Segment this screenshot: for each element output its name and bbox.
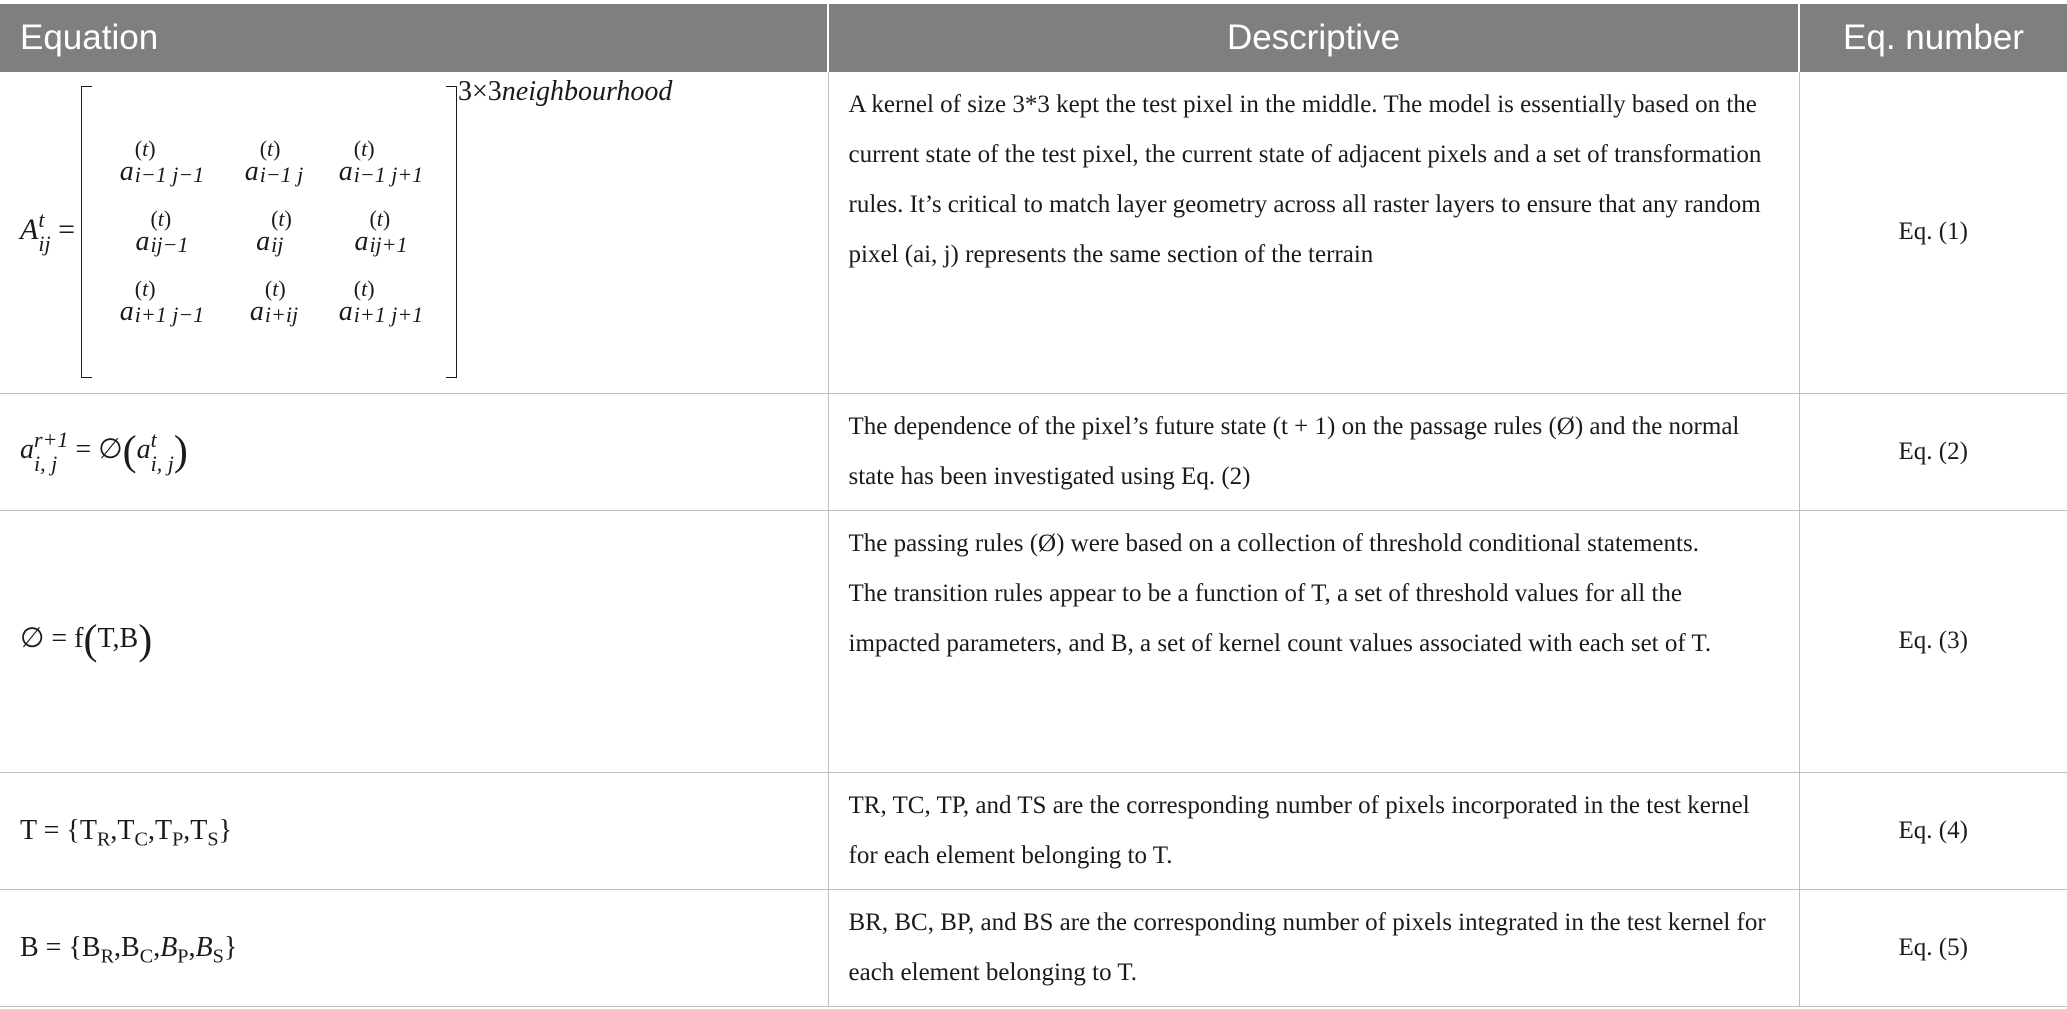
table-row (0, 72, 2067, 393)
header-row (0, 4, 2067, 72)
equations-table (0, 4, 2067, 1007)
header-equation: Equation (0, 4, 828, 72)
header-eq-number: Eq. number (1799, 4, 2067, 72)
equation-cell (0, 889, 828, 1006)
eq-number-cell: Eq. (2) (1799, 393, 2067, 510)
matrix-equation: A t ij = a (t) i−1 j−1 a (t) i−1 j a (t) i−1 j+1 a (t) ij−1 a (t) ij a (t) ij+1 a (t) i+1 j−1 a (t) i+ij a (t) i+1 j+1 3×3neighbourhood (20, 72, 828, 392)
header-descriptive: Descriptive (828, 4, 1799, 72)
table-row (0, 393, 2067, 510)
equation-cell (0, 772, 828, 889)
equation-2: a r+1 i, j = ∅(a t i, j ) (20, 426, 188, 476)
descriptive-paragraph: The passing rules (Ø) were based on a collection of threshold conditional statements. (848, 529, 1699, 557)
neighbourhood-label: 3×3neighbourhood (458, 76, 673, 108)
matrix-right-bracket (446, 86, 457, 378)
descriptive-cell: TR, TC, TP, and TS are the corresponding number of pixels incorporated in the test kernel for each element belonging to T. (828, 772, 1799, 889)
descriptive-cell: A kernel of size 3*3 kept the test pixel in the middle. The model is essentially based on the current state of the test pixel, the current state of adjacent pixels and a set of transformation rules. It’s critical to match layer geometry across all raster layers to ensure that any random pixel (ai, j) represents the same section of the terrain (828, 72, 1799, 393)
equation-cell (0, 510, 828, 772)
equation-4: $T = \{T_R,T_C,T_P,T_S\}$ (20, 814, 233, 851)
equation-5: $B = \{B_R,B_C,B_P,B_S\}$ (20, 931, 238, 968)
table-row (0, 510, 2067, 772)
descriptive-cell: The dependence of the pixel’s future state (t + 1) on the passage rules (Ø) and the normal state has been investigated using Eq. (2) (828, 393, 1799, 510)
eq-number-cell: Eq. (5) (1799, 889, 2067, 1006)
equation-cell (0, 393, 828, 510)
eq-number-cell: Eq. (4) (1799, 772, 2067, 889)
matrix-left-bracket (81, 86, 92, 378)
equation-3: ∅ = f(T,B) (20, 618, 153, 664)
table-row (0, 889, 2067, 1006)
equation-cell (0, 72, 828, 393)
descriptive-cell: BR, BC, BP, and BS are the corresponding number of pixels integrated in the test kernel for each element belonging to T. (828, 889, 1799, 1006)
table-row (0, 772, 2067, 889)
eq-number-cell: Eq. (3) (1799, 510, 2067, 772)
eq-number-cell: Eq. (1) (1799, 72, 2067, 393)
descriptive-cell (828, 510, 1799, 772)
matrix-grid: a (t) i−1 j−1 a (t) i−1 j a (t) i−1 j+1 a (t) ij−1 a (t) ij a (t) ij+1 a (t) i+1 j−1 a (t) i+ij a (t) i+1 j+1 (119, 136, 424, 328)
descriptive-paragraph: The transition rules appear to be a function of T, a set of threshold values for all the impacted parameters, and B, a set of kernel count values associated with each set of T. (848, 579, 1712, 657)
